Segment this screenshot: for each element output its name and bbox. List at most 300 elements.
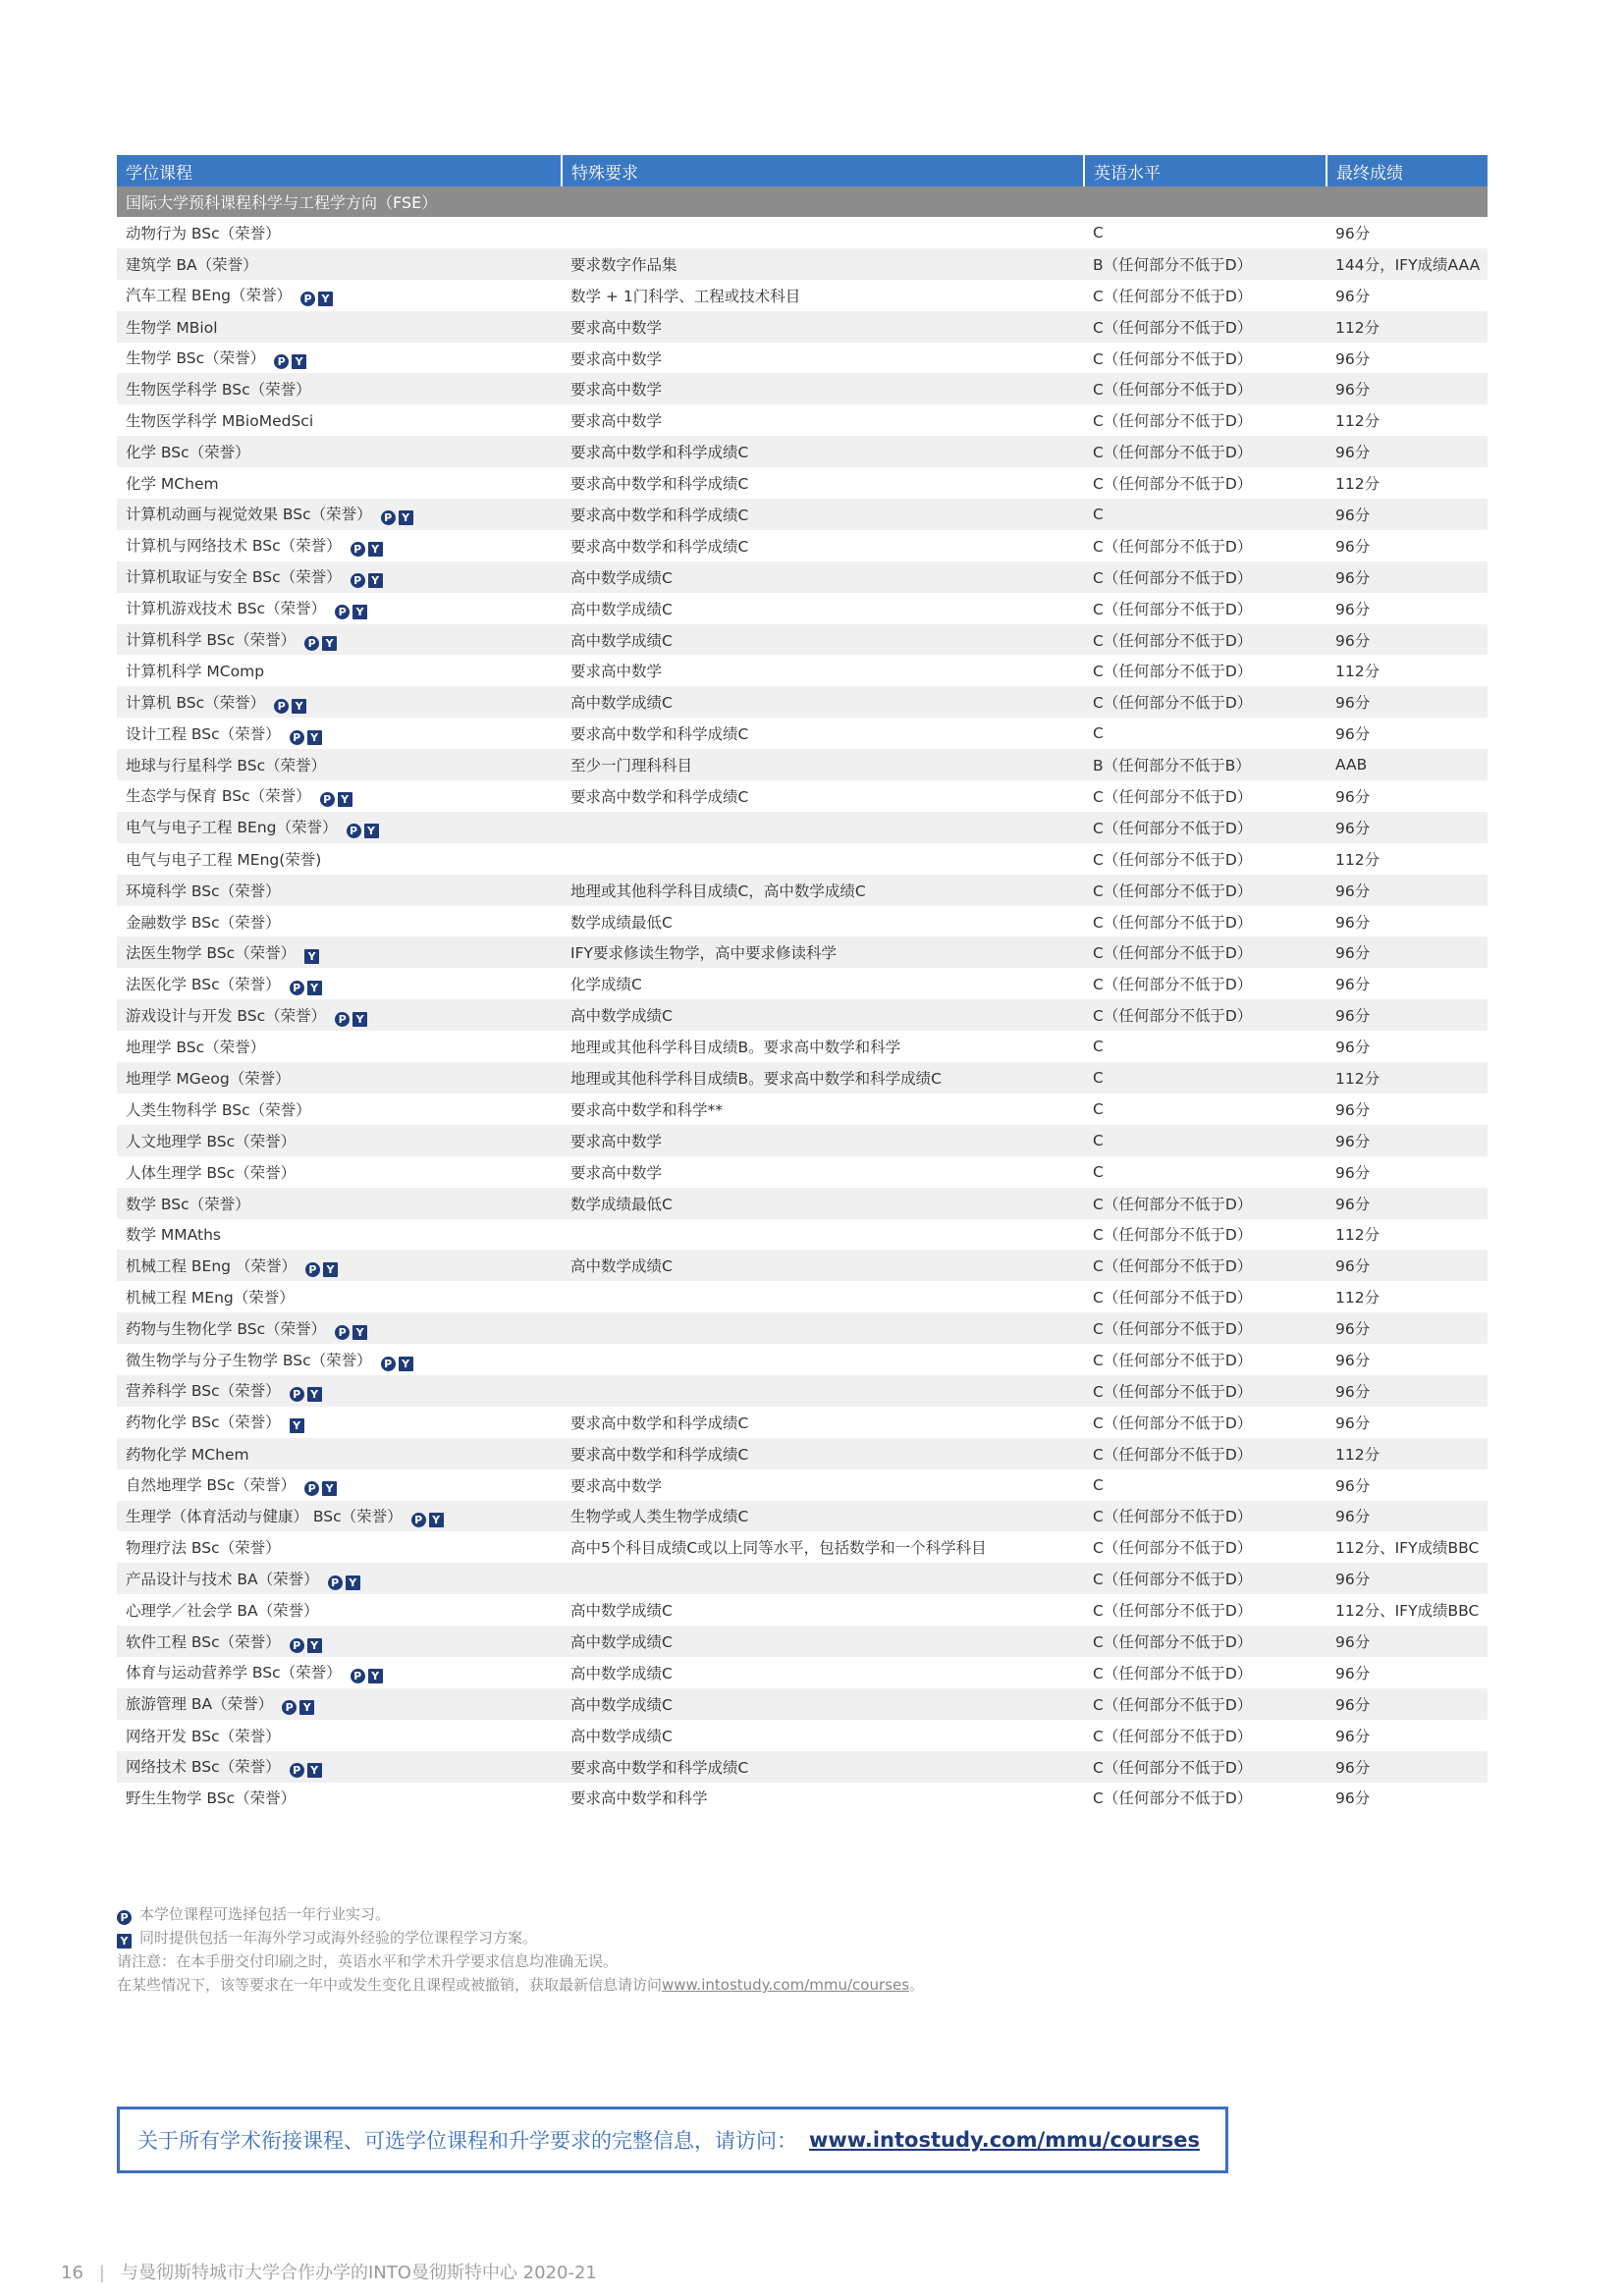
- course-cell: [117, 1125, 562, 1156]
- english-level-cell: [1084, 749, 1326, 780]
- english-level-cell: [1084, 906, 1326, 937]
- english-level-cell-text: C: [1093, 1162, 1104, 1181]
- table-row: [117, 780, 1488, 812]
- english-level-cell: [1084, 1531, 1326, 1563]
- course-cell-text: 化学 BSc（荣誉）: [126, 444, 250, 462]
- course-cell-text: 网络开发 BSc（荣誉）: [126, 1727, 281, 1745]
- final-grade-cell: [1326, 686, 1488, 718]
- requirement-cell-text: 数学 + 1门科学、工程或技术科目: [570, 287, 801, 305]
- courses-link[interactable]: www.intostudy.com/mmu/courses: [662, 1976, 910, 1994]
- placement-year-icon: P: [335, 1012, 350, 1027]
- english-level-cell-text: C（任何部分不低于D）: [1093, 1382, 1253, 1401]
- requirement-cell: [562, 311, 1084, 343]
- english-level-cell: [1084, 499, 1326, 530]
- info-box: [117, 2107, 1228, 2173]
- english-level-cell-text: C（任何部分不低于D）: [1093, 1226, 1253, 1245]
- year-abroad-icon: Y: [307, 1638, 322, 1653]
- table-row: [117, 1219, 1488, 1251]
- requirement-cell: [562, 248, 1084, 280]
- final-grade-cell: [1326, 217, 1488, 248]
- legend-abroad: [117, 1926, 924, 1949]
- english-level-cell: [1084, 1250, 1326, 1281]
- requirement-cell: [562, 280, 1084, 311]
- course-cell: [117, 280, 562, 311]
- course-badges: [301, 944, 319, 962]
- course-cell-text: 生物学 BSc（荣誉）: [126, 349, 266, 367]
- table-row: [117, 1062, 1488, 1094]
- course-badges: [378, 1352, 413, 1369]
- final-grade-cell-text: 96分: [1335, 287, 1371, 305]
- requirement-cell: [562, 1407, 1084, 1438]
- course-cell-text: 法医生物学 BSc（荣誉）: [126, 943, 297, 962]
- year-abroad-icon: Y: [338, 792, 352, 807]
- year-abroad-icon: Y: [399, 1357, 413, 1371]
- course-cell-text: 旅游管理 BA（荣誉）: [126, 1695, 274, 1714]
- placement-year-icon: P: [290, 1638, 304, 1653]
- final-grade-cell: [1326, 373, 1488, 404]
- requirement-cell: [562, 404, 1084, 436]
- english-level-cell: [1084, 1344, 1326, 1375]
- requirement-cell: [562, 1531, 1084, 1563]
- english-level-cell-text: C（任何部分不低于D）: [1093, 850, 1253, 869]
- final-grade-cell: [1326, 1469, 1488, 1501]
- final-grade-cell-text: 96分: [1335, 1132, 1371, 1150]
- year-abroad-icon: Y: [352, 1012, 367, 1027]
- english-level-cell-text: B（任何部分不低于D）: [1093, 255, 1253, 274]
- english-level-cell: [1084, 1626, 1326, 1657]
- requirement-cell: [562, 936, 1084, 968]
- course-cell: [117, 1281, 562, 1312]
- final-grade-cell: [1326, 1125, 1488, 1156]
- english-level-cell: [1084, 968, 1326, 999]
- year-abroad-icon: Y: [368, 1669, 383, 1683]
- course-cell: [117, 718, 562, 749]
- year-abroad-icon: Y: [322, 1481, 337, 1496]
- requirement-cell-text: 高中数学成绩C: [570, 1633, 673, 1652]
- english-level-cell: [1084, 1281, 1326, 1312]
- final-grade-cell: [1326, 561, 1488, 593]
- placement-year-icon: P: [300, 292, 315, 306]
- table-row: [117, 906, 1488, 937]
- course-cell: [117, 1094, 562, 1125]
- course-cell-text: 计算机取证与安全 BSc（荣誉）: [126, 568, 342, 587]
- final-grade-cell-text: 96分: [1335, 1664, 1371, 1682]
- table-row: [117, 1688, 1488, 1720]
- year-abroad-icon: Y: [117, 1934, 132, 1949]
- requirement-cell: [562, 1344, 1084, 1375]
- course-cell: [117, 1531, 562, 1563]
- table-row: [117, 404, 1488, 436]
- final-grade-cell: [1326, 936, 1488, 968]
- english-level-cell: [1084, 1688, 1326, 1720]
- english-level-cell: [1084, 875, 1326, 906]
- requirement-cell: [562, 436, 1084, 467]
- table-row: [117, 1407, 1488, 1438]
- placement-year-icon: P: [274, 699, 289, 714]
- requirement-cell-text: 要求高中数学: [570, 1163, 663, 1182]
- english-level-cell-text: C（任何部分不低于D）: [1093, 881, 1253, 900]
- course-cell-text: 机械工程 BEng （荣誉）: [126, 1256, 297, 1275]
- english-level-cell: [1084, 593, 1326, 624]
- placement-year-icon: P: [282, 1700, 297, 1715]
- requirement-cell: [562, 1783, 1084, 1814]
- final-grade-cell-text: 96分: [1335, 537, 1371, 556]
- english-level-cell: [1084, 217, 1326, 248]
- course-cell: [117, 593, 562, 624]
- course-cell-text: 体育与运动营养学 BSc（荣誉）: [126, 1664, 342, 1682]
- year-abroad-icon: Y: [307, 1763, 322, 1778]
- final-grade-cell-text: 96分: [1335, 600, 1371, 618]
- legend-placement: [117, 1902, 924, 1926]
- table-row: [117, 936, 1488, 968]
- course-badges: [325, 1571, 360, 1588]
- english-level-cell-text: C（任何部分不低于D）: [1093, 537, 1253, 556]
- placement-year-icon: P: [351, 573, 365, 588]
- english-level-cell-text: C: [1093, 1038, 1104, 1056]
- table-row: [117, 1720, 1488, 1751]
- table-row: [117, 1626, 1488, 1657]
- table-row: [117, 280, 1488, 311]
- placement-year-icon: P: [335, 605, 350, 619]
- english-level-cell: [1084, 343, 1326, 374]
- requirement-cell-text: 要求高中数学和科学成绩C: [570, 444, 749, 462]
- final-grade-cell-text: 96分: [1335, 1727, 1371, 1745]
- requirement-cell-text: 高中5个科目成绩C或以上同等水平，包括数学和一个科学科目: [570, 1539, 987, 1558]
- final-grade-cell-text: 96分: [1335, 1007, 1371, 1026]
- year-abroad-icon: Y: [318, 292, 333, 306]
- requirement-cell: [562, 1281, 1084, 1312]
- english-level-cell: [1084, 1062, 1326, 1094]
- course-cell: [117, 1720, 562, 1751]
- placement-year-icon: P: [335, 1325, 350, 1340]
- final-grade-cell-text: 96分: [1335, 1695, 1371, 1714]
- requirement-cell-text: 要求高中数学: [570, 663, 663, 681]
- final-grade-cell-text: 96分: [1335, 631, 1371, 650]
- english-level-cell-text: C（任何部分不低于D）: [1093, 318, 1253, 337]
- requirement-cell: [562, 749, 1084, 780]
- english-level-cell: [1084, 936, 1326, 968]
- info-box-text: 关于所有学术衔接课程、可选学位课程和升学要求的完整信息，请访问：: [137, 2129, 797, 2153]
- course-cell: [117, 1688, 562, 1720]
- final-grade-cell-text: 96分: [1335, 913, 1371, 932]
- english-level-cell-text: C（任何部分不低于D）: [1093, 1727, 1253, 1745]
- requirement-cell: [562, 217, 1084, 248]
- english-level-cell: [1084, 1188, 1326, 1219]
- requirement-cell-text: 要求高中数学和科学: [570, 1789, 708, 1808]
- final-grade-cell-text: 112分: [1335, 1445, 1380, 1464]
- requirement-cell: [562, 467, 1084, 499]
- english-level-cell-text: C（任何部分不低于D）: [1093, 913, 1253, 932]
- requirement-cell-text: 要求高中数学: [570, 412, 663, 431]
- header-final-grade: 最终成绩: [1326, 155, 1488, 187]
- final-grade-cell-text: 96分: [1335, 1414, 1371, 1432]
- course-cell-text: 生物学 MBiol: [126, 318, 218, 337]
- table-row: [117, 1594, 1488, 1626]
- final-grade-cell-text: 96分: [1335, 976, 1371, 994]
- course-badges: [348, 568, 383, 586]
- english-level-cell-text: C（任何部分不低于D）: [1093, 1195, 1253, 1213]
- course-cell: [117, 1062, 562, 1094]
- final-grade-cell: [1326, 1563, 1488, 1594]
- course-cell: [117, 217, 562, 248]
- placement-year-icon: P: [381, 510, 396, 525]
- requirement-cell-text: 至少一门理科科目: [570, 757, 693, 775]
- english-level-cell-text: C（任何部分不低于D）: [1093, 787, 1253, 806]
- year-abroad-icon: Y: [307, 981, 322, 995]
- english-level-cell: [1084, 311, 1326, 343]
- course-cell-text: 生物医学科学 BSc（荣誉）: [126, 381, 311, 400]
- final-grade-cell-text: 96分: [1335, 1633, 1371, 1652]
- table-row: [117, 1375, 1488, 1407]
- year-abroad-icon: Y: [364, 824, 379, 838]
- course-cell: [117, 1469, 562, 1501]
- course-cell-text: 产品设计与技术 BA（荣誉）: [126, 1570, 319, 1588]
- english-level-cell-text: C（任何部分不低于D）: [1093, 1571, 1253, 1589]
- requirement-cell-text: 地理或其他科学科目成绩C，高中数学成绩C: [570, 881, 866, 900]
- table-row: [117, 1031, 1488, 1062]
- english-level-cell-text: C（任何部分不低于D）: [1093, 1508, 1253, 1526]
- course-badges: [287, 1633, 322, 1651]
- table-row: [117, 624, 1488, 656]
- requirement-cell: [562, 624, 1084, 656]
- final-grade-cell: [1326, 499, 1488, 530]
- requirement-cell-text: 要求高中数学: [570, 381, 663, 400]
- final-grade-cell: [1326, 1156, 1488, 1188]
- english-level-cell-text: C（任何部分不低于D）: [1093, 1789, 1253, 1808]
- course-cell-text: 计算机与网络技术 BSc（荣誉）: [126, 537, 342, 556]
- course-cell: [117, 812, 562, 843]
- final-grade-cell-text: 112分: [1335, 412, 1380, 431]
- table-row: [117, 561, 1488, 593]
- requirement-cell: [562, 1594, 1084, 1626]
- english-level-cell-text: C（任何部分不低于D）: [1093, 1758, 1253, 1777]
- requirement-cell-text: 数学成绩最低C: [570, 913, 673, 932]
- course-cell: [117, 1407, 562, 1438]
- course-badges: [332, 1320, 367, 1338]
- course-cell-text: 微生物学与分子生物学 BSc（荣誉）: [126, 1351, 372, 1369]
- table-row: [117, 1156, 1488, 1188]
- english-level-cell: [1084, 1783, 1326, 1814]
- course-badges: [287, 1414, 304, 1431]
- course-cell-text: 计算机游戏技术 BSc（荣誉）: [126, 600, 327, 618]
- placement-year-icon: P: [320, 792, 335, 807]
- english-level-cell-text: C: [1093, 724, 1104, 743]
- requirement-cell-text: 化学成绩C: [570, 976, 642, 994]
- table-row: [117, 1094, 1488, 1125]
- requirement-cell: [562, 1125, 1084, 1156]
- placement-year-icon: P: [304, 1481, 319, 1496]
- english-level-cell: [1084, 1156, 1326, 1188]
- english-level-cell-text: C（任何部分不低于D）: [1093, 1007, 1253, 1026]
- final-grade-cell: [1326, 436, 1488, 467]
- placement-year-icon: P: [328, 1575, 343, 1590]
- english-level-cell: [1084, 780, 1326, 812]
- english-level-cell-text: C（任何部分不低于D）: [1093, 944, 1253, 963]
- english-level-cell: [1084, 467, 1326, 499]
- final-grade-cell: [1326, 1657, 1488, 1688]
- requirement-cell: [562, 499, 1084, 530]
- course-badges: [344, 819, 379, 836]
- requirement-cell-text: 地理或其他科学科目成绩B。要求高中数学和科学成绩C: [570, 1069, 942, 1088]
- requirement-cell-text: 高中数学成绩C: [570, 1664, 673, 1682]
- course-badges: [287, 725, 322, 743]
- table-row: [117, 1501, 1488, 1532]
- final-grade-cell-text: 144分，IFY成绩AAA: [1335, 255, 1481, 274]
- year-abroad-icon: Y: [368, 573, 383, 588]
- course-cell: [117, 936, 562, 968]
- table-row: [117, 1751, 1488, 1783]
- english-level-cell: [1084, 1031, 1326, 1062]
- course-cell: [117, 1031, 562, 1062]
- table-row: [117, 217, 1488, 248]
- header-special-requirements: 特殊要求: [562, 155, 1084, 187]
- course-cell-text: 地理学 BSc（荣誉）: [126, 1039, 266, 1057]
- requirement-cell-text: 要求高中数学和科学成绩C: [570, 1758, 749, 1777]
- english-level-cell-text: C（任何部分不低于D）: [1093, 1695, 1253, 1714]
- course-badges: [271, 349, 306, 367]
- english-level-cell: [1084, 999, 1326, 1031]
- table-row: [117, 248, 1488, 280]
- requirement-cell: [562, 1657, 1084, 1688]
- english-level-cell-text: C: [1093, 1068, 1104, 1087]
- requirement-cell: [562, 1062, 1084, 1094]
- final-grade-cell-text: 96分: [1335, 1571, 1371, 1589]
- english-level-cell: [1084, 718, 1326, 749]
- english-level-cell-text: C（任何部分不低于D）: [1093, 568, 1253, 587]
- english-level-cell-text: C（任何部分不低于D）: [1093, 1352, 1253, 1369]
- final-grade-cell-text: 96分: [1335, 568, 1371, 587]
- requirement-cell-text: 要求高中数学: [570, 349, 663, 368]
- final-grade-cell: [1326, 906, 1488, 937]
- english-level-cell-text: C（任何部分不低于D）: [1093, 349, 1253, 368]
- course-cell: [117, 624, 562, 656]
- course-cell: [117, 1751, 562, 1783]
- course-cell-text: 计算机科学 MComp: [126, 663, 265, 681]
- english-level-cell: [1084, 843, 1326, 875]
- course-cell: [117, 1156, 562, 1188]
- final-grade-cell: [1326, 999, 1488, 1031]
- requirement-cell-text: 数学成绩最低C: [570, 1195, 673, 1213]
- course-badges: [287, 976, 322, 993]
- course-cell: [117, 780, 562, 812]
- requirement-cell: [562, 1188, 1084, 1219]
- course-cell: [117, 343, 562, 374]
- final-grade-cell-text: 96分: [1335, 381, 1371, 400]
- footer-title: 与曼彻斯特城市大学合作办学的INTO曼彻斯特中心 2020-21: [120, 2263, 597, 2283]
- final-grade-cell: [1326, 1250, 1488, 1281]
- final-grade-cell: [1326, 1531, 1488, 1563]
- course-cell: [117, 1657, 562, 1688]
- course-cell: [117, 436, 562, 467]
- requirement-cell-text: 高中数学成绩C: [570, 631, 673, 650]
- english-level-cell: [1084, 1312, 1326, 1344]
- final-grade-cell-text: 96分: [1335, 506, 1371, 524]
- year-abroad-icon: Y: [290, 1418, 304, 1433]
- english-level-cell: [1084, 1594, 1326, 1626]
- english-level-cell-text: C（任何部分不低于D）: [1093, 1257, 1253, 1276]
- english-level-cell-text: C（任何部分不低于D）: [1093, 1289, 1253, 1308]
- course-badges: [317, 787, 352, 805]
- final-grade-cell-text: 112分、IFY成绩BBC: [1335, 1539, 1480, 1558]
- final-grade-cell-text: 96分: [1335, 881, 1371, 900]
- course-cell-text: 人体生理学 BSc（荣誉）: [126, 1163, 297, 1182]
- course-cell-text: 汽车工程 BEng（荣誉）: [126, 287, 293, 305]
- table-row: [117, 467, 1488, 499]
- table-row: [117, 1188, 1488, 1219]
- table-row: [117, 686, 1488, 718]
- table-row: [117, 1125, 1488, 1156]
- requirement-cell: [562, 718, 1084, 749]
- placement-year-icon: P: [381, 1357, 396, 1371]
- course-cell-text: 自然地理学 BSc（荣誉）: [126, 1476, 297, 1495]
- course-cell: [117, 1188, 562, 1219]
- english-level-cell-text: C（任何部分不低于D）: [1093, 663, 1253, 681]
- final-grade-cell: [1326, 1031, 1488, 1062]
- table-row: [117, 436, 1488, 467]
- course-cell-text: 数学 BSc（荣誉）: [126, 1195, 250, 1213]
- requirement-cell: [562, 1688, 1084, 1720]
- requirement-cell: [562, 1375, 1084, 1407]
- requirement-cell: [562, 1501, 1084, 1532]
- table-row: [117, 499, 1488, 530]
- course-cell-text: 药物化学 MChem: [126, 1445, 249, 1464]
- final-grade-cell: [1326, 530, 1488, 561]
- course-cell-text: 环境科学 BSc（荣誉）: [126, 881, 281, 900]
- course-cell: [117, 561, 562, 593]
- english-level-cell: [1084, 1125, 1326, 1156]
- course-cell-text: 地理学 MGeog（荣誉）: [126, 1069, 291, 1088]
- course-cell: [117, 373, 562, 404]
- info-box-link[interactable]: www.intostudy.com/mmu/courses: [809, 2128, 1200, 2152]
- requirement-cell-text: IFY要求修读生物学，高中要求修读科学: [570, 944, 837, 963]
- final-grade-cell: [1326, 1594, 1488, 1626]
- placement-year-icon: P: [305, 1262, 320, 1277]
- table-row: [117, 311, 1488, 343]
- final-grade-cell: [1326, 718, 1488, 749]
- course-cell-text: 人文地理学 BSc（荣誉）: [126, 1132, 297, 1150]
- course-cell: [117, 1344, 562, 1375]
- section-row: [117, 187, 1488, 217]
- requirement-cell: [562, 1469, 1084, 1501]
- final-grade-cell: [1326, 1219, 1488, 1251]
- course-cell: [117, 906, 562, 937]
- final-grade-cell-text: 96分: [1335, 1476, 1371, 1495]
- requirement-cell-text: 高中数学成绩C: [570, 568, 673, 587]
- course-badges: [408, 1508, 444, 1525]
- requirement-cell: [562, 906, 1084, 937]
- final-grade-cell-text: 96分: [1335, 1508, 1371, 1526]
- final-grade-cell-text: 112分: [1335, 1226, 1380, 1245]
- final-grade-cell-text: 96分: [1335, 944, 1371, 963]
- requirement-cell: [562, 999, 1084, 1031]
- table-row: [117, 718, 1488, 749]
- final-grade-cell: [1326, 655, 1488, 686]
- english-level-cell: [1084, 686, 1326, 718]
- final-grade-cell-text: 112分: [1335, 663, 1380, 681]
- english-level-cell-text: C（任何部分不低于D）: [1093, 600, 1253, 618]
- english-level-cell: [1084, 1407, 1326, 1438]
- course-cell-text: 生理学（体育活动与健康） BSc（荣誉）: [126, 1507, 403, 1525]
- course-cell: [117, 1783, 562, 1814]
- english-level-cell: [1084, 1501, 1326, 1532]
- final-grade-cell-text: 112分: [1335, 475, 1380, 494]
- course-badges: [348, 1664, 383, 1682]
- final-grade-cell-text: 96分: [1335, 819, 1371, 837]
- final-grade-cell: [1326, 843, 1488, 875]
- course-cell-text: 游戏设计与开发 BSc（荣誉）: [126, 1006, 327, 1025]
- requirement-cell: [562, 1312, 1084, 1344]
- requirement-cell-text: 高中数学成绩C: [570, 1602, 673, 1621]
